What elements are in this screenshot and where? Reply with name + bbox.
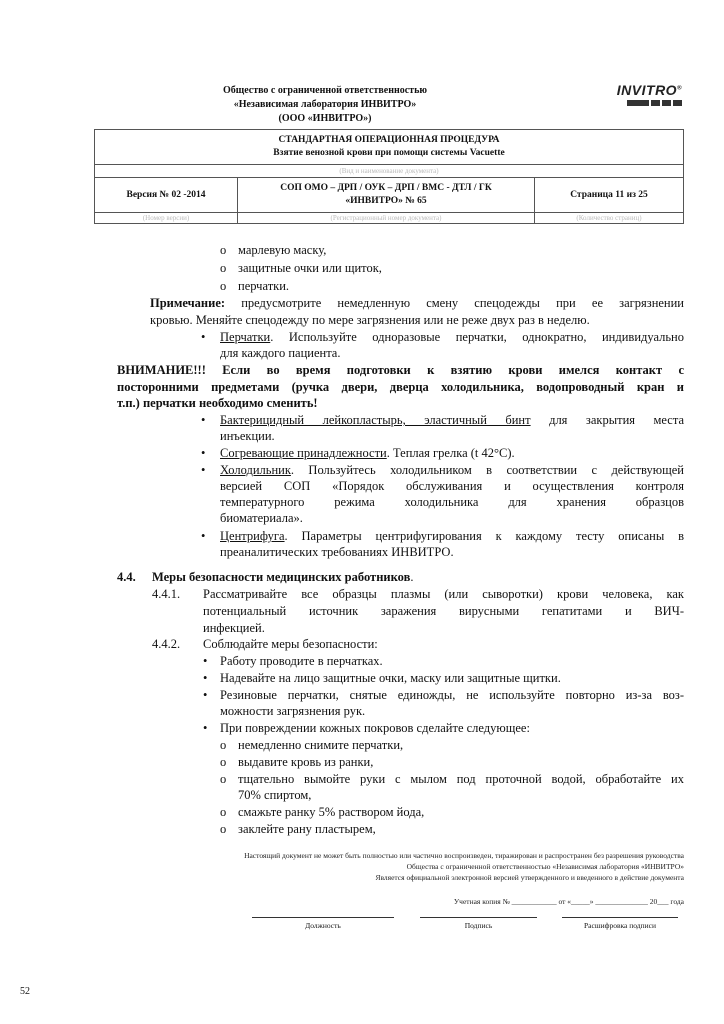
signature-signature: Подпись xyxy=(420,917,537,930)
bullet-icon: • xyxy=(201,463,206,477)
list-item: Работу проводите в перчатках. xyxy=(220,654,383,668)
title-caption: (Вид и наименование документа) xyxy=(95,165,684,178)
registration-caption: (Регистрационный номер документа) xyxy=(238,213,535,224)
s441-line-2: потенциальный источник заражения вирусными гепатитами и ВИЧ- xyxy=(203,604,684,618)
title-line-2: Взятие венозной крови при помощи системы Vacuette xyxy=(273,148,505,158)
list-item: смажьте ранку 5% раствором йода, xyxy=(238,805,425,819)
circle-bullet-icon: o xyxy=(220,279,227,293)
version-cell: Версия № 02 -2014 xyxy=(95,178,238,213)
list-item: Надевайте на лицо защитные очки, маску или защитные щитки. xyxy=(220,671,561,685)
gloves-line-1: Перчатки. Используйте одноразовые перчатки, однократно, индивидуально xyxy=(220,330,684,344)
warning-line-1: ВНИМАНИЕ!!! Если во время подготовки к взятию крови имелся контакт с xyxy=(117,363,684,377)
logo-text: INVITRO xyxy=(616,82,678,98)
circle-bullet-icon: o xyxy=(220,805,227,819)
title-line-1: СТАНДАРТНАЯ ОПЕРАЦИОННАЯ ПРОЦЕДУРА xyxy=(278,135,500,145)
note-line-1: Примечание: предусмотрите немедленную смену спецодежды при ее загрязнении xyxy=(150,296,684,310)
fridge-line-1: Холодильник. Пользуйтесь холодильником в соответствии с действующей xyxy=(220,463,684,477)
s441-line-1: Рассматривайте все образцы плазмы (или сыворотки) крови человека, как xyxy=(203,587,684,601)
section-4-4-number: 4.4. xyxy=(117,570,136,584)
plaster-line-2: инъекции. xyxy=(220,429,275,443)
note-label: Примечание: xyxy=(150,296,226,310)
organization-name xyxy=(180,84,470,126)
centrifuge-line-1: Центрифуга. Параметры центрифугирования к каждому тесту описаны в xyxy=(220,529,684,543)
org-line-3: (ООО «ИНВИТРО») xyxy=(278,113,372,124)
list-item: При повреждении кожных покровов сделайте следующее: xyxy=(220,721,530,735)
list-item: марлевую маску, xyxy=(238,243,327,257)
footer-line-1: Настоящий документ не может быть полностью или частично воспроизведен, тиражирован и распространен без разрешения руководства xyxy=(244,851,684,860)
circle-bullet-icon: o xyxy=(220,755,227,769)
fridge-line-3: температурного режима холодильника для хранения образцов xyxy=(220,495,684,509)
warning-line-3: т.п.) перчатки необходимо сменить! xyxy=(117,396,318,410)
sop-line-1: СОП ОМО – ДРП / ОУК – ДРП / ВМС - ДТЛ / ГК xyxy=(280,183,492,193)
copy-registration-line: Учетная копия № ____________ от «_____» ______________ 20___ года xyxy=(453,897,684,906)
list-item: Резиновые перчатки, снятые единожды, не используйте повторно из-за воз- xyxy=(220,688,684,702)
bullet-icon: • xyxy=(203,688,208,702)
warm-line-1: Согревающие принадлежности. Теплая грелка (t 42°С). xyxy=(220,446,515,460)
section-4-4-2-number: 4.4.2. xyxy=(152,637,181,651)
circle-bullet-icon: o xyxy=(220,772,227,786)
bullet-icon: • xyxy=(201,413,206,427)
bullet-icon: • xyxy=(201,529,206,543)
bullet-icon: • xyxy=(201,330,206,344)
circle-bullet-icon: o xyxy=(220,243,227,257)
list-item: тщательно вымойте руки с мылом под проточной водой, обработайте их xyxy=(238,772,684,786)
invitro-logo: INVITRO® xyxy=(600,82,684,110)
list-item: заклейте рану пластырем, xyxy=(238,822,376,836)
list-item: защитные очки или щиток, xyxy=(238,261,382,275)
list-item: выдавите кровь из ранки, xyxy=(238,755,374,769)
s442-line-1: Соблюдайте меры безопасности: xyxy=(203,637,378,651)
page-count-cell: Страница 11 из 25 xyxy=(535,178,684,213)
circle-bullet-icon: o xyxy=(220,822,227,836)
document-header-table xyxy=(94,129,684,224)
bullet-icon: • xyxy=(203,721,208,735)
page-number: 52 xyxy=(20,986,30,997)
note-line-2: кровью. Меняйте спецодежду по мере загрязнения или не реже двух раз в неделю. xyxy=(150,313,590,327)
footer-line-2: Общества с ограниченной ответственностью «Независимая лаборатория «ИНВИТРО» xyxy=(406,862,684,871)
document-footer xyxy=(94,850,684,907)
s441-line-3: инфекцией. xyxy=(203,621,265,635)
document-title xyxy=(95,130,684,165)
registration-number-cell xyxy=(238,178,535,213)
signature-name: Расшифровка подписи xyxy=(562,917,678,930)
version-caption: (Номер версии) xyxy=(95,213,238,224)
circle-bullet-icon: o xyxy=(220,738,227,752)
list-item-continued: можности загрязнения рук. xyxy=(220,704,366,718)
sop-line-2: «ИНВИТРО» № 65 xyxy=(345,196,427,206)
plaster-line-1: Бактерицидный лейкопластырь, эластичный бинт для закрытия места xyxy=(220,413,684,427)
section-4-4-1-number: 4.4.1. xyxy=(152,587,181,601)
bullet-icon: • xyxy=(201,446,206,460)
section-4-4-title: Меры безопасности медицинских работников. xyxy=(152,570,414,584)
list-item: перчатки. xyxy=(238,279,290,293)
footer-line-3: Является официальной электронной версией утвержденного и введенного в действие документа xyxy=(375,873,684,882)
org-line-1: Общество с ограниченной ответственностью xyxy=(222,85,428,96)
pages-caption: (Количество страниц) xyxy=(535,213,684,224)
list-item: немедленно снимите перчатки, xyxy=(238,738,404,752)
bullet-icon: • xyxy=(203,671,208,685)
warning-line-2: посторонними предметами (ручка двери, дверца холодильника, водопроводный кран и xyxy=(117,380,684,394)
fridge-line-2: версией СОП «Порядок обслуживания и осуществления контроля xyxy=(220,479,684,493)
centrifuge-line-2: преаналитических требованиях ИНВИТРО. xyxy=(220,545,454,559)
fridge-line-4: биоматериала». xyxy=(220,511,303,525)
gloves-line-2: для каждого пациента. xyxy=(220,346,341,360)
list-item-continued: 70% спиртом, xyxy=(238,788,312,802)
signature-position: Должность xyxy=(252,917,394,930)
circle-bullet-icon: o xyxy=(220,261,227,275)
bullet-icon: • xyxy=(203,654,208,668)
org-line-2: «Независимая лаборатория ИНВИТРО» xyxy=(233,99,417,110)
